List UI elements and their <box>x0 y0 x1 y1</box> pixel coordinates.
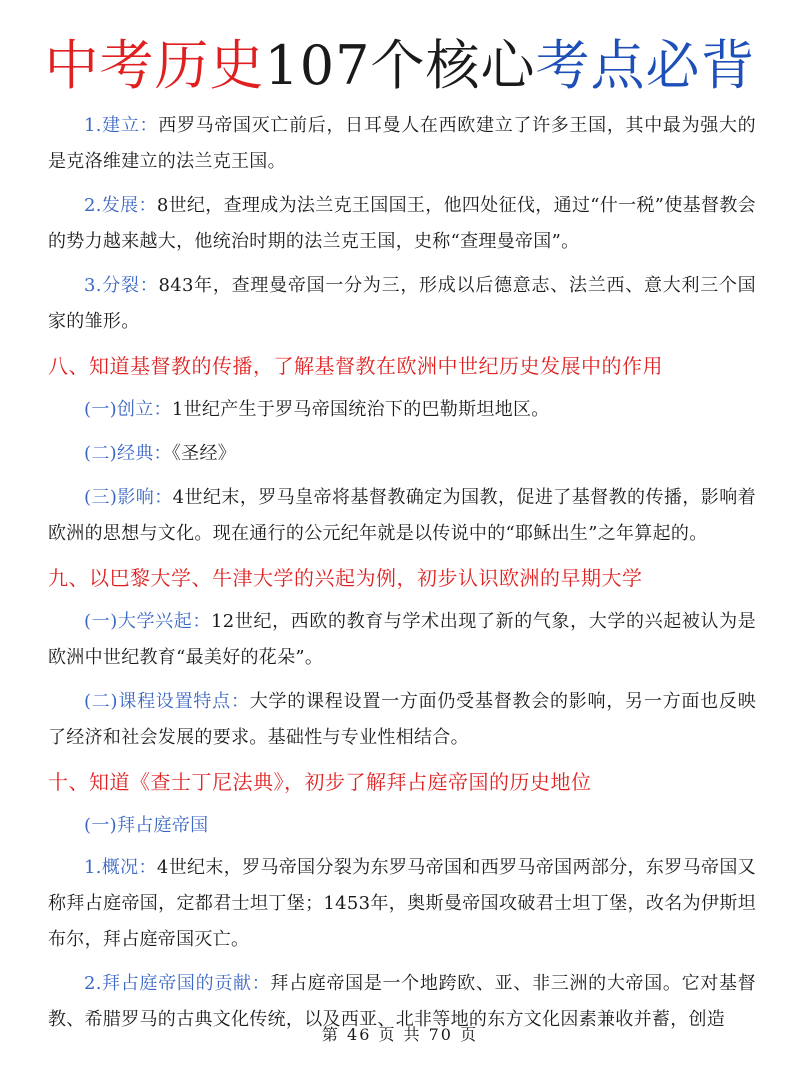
page-footer: 第 46 页 共 70 页 <box>321 1025 479 1044</box>
document-body <box>48 108 756 1046</box>
paragraph <box>48 604 756 676</box>
paragraph-label: 1.概况： <box>84 857 157 878</box>
paragraph <box>48 480 756 552</box>
paragraph-text: 《圣经》 <box>171 443 237 464</box>
paragraph-text: 1世纪产生于罗马帝国统治下的巴勒斯坦地区。 <box>171 399 550 420</box>
title-part-black: 107个核心 <box>264 34 536 97</box>
paragraph-label: 1.建立： <box>84 115 159 136</box>
paragraph-text: 12世纪，西欧的教育与学术出现了新的气象，大学的兴起被认为是欧洲中世纪教育“最美好的花朵”。 <box>48 611 756 668</box>
paragraph <box>48 188 756 260</box>
paragraph <box>48 808 756 844</box>
paragraph <box>48 850 756 958</box>
page-title <box>0 30 800 102</box>
paragraph-label: (一)创立： <box>84 399 172 420</box>
title-part-red: 中考历史 <box>44 34 265 97</box>
paragraph-label: (三)影响： <box>84 487 173 508</box>
paragraph-label: 2.发展： <box>84 195 157 216</box>
paragraph <box>48 684 756 756</box>
paragraph <box>48 268 756 340</box>
paragraph-label: 3.分裂： <box>84 275 159 296</box>
paragraph <box>48 392 756 428</box>
paragraph-label: (二)经典： <box>84 443 172 464</box>
section-heading: 八、知道基督教的传播，了解基督教在欧洲中世纪历史发展中的作用 <box>48 354 663 378</box>
paragraph-text: 拜占庭帝国是一个地跨欧、亚、非三洲的大帝国。它对基督教、希腊罗马的古典文化传统，以及西亚、北非等地的东方文化因素兼收并蓄，创造 <box>48 973 756 1030</box>
paragraph <box>48 108 756 180</box>
paragraph-text: 西罗马帝国灭亡前后，日耳曼人在西欧建立了许多王国，其中最为强大的是克洛维建立的法兰克王国。 <box>48 115 756 172</box>
paragraph-text: 843年，查理曼帝国一分为三，形成以后德意志、法兰西、意大利三个国家的雏形。 <box>48 275 756 332</box>
paragraph-text: 大学的课程设置一方面仍受基督教会的影响，另一方面也反映了经济和社会发展的要求。基础性与专业性相结合。 <box>48 691 756 748</box>
paragraph-label: 2.拜占庭帝国的贡献： <box>84 973 271 994</box>
paragraph-text: 8世纪，查理成为法兰克王国国王，他四处征伐，通过“什一税”使基督教会的势力越来越大，他统治时期的法兰克王国，史称“查理曼帝国”。 <box>48 195 756 252</box>
paragraph-text: 4世纪末，罗马帝国分裂为东罗马帝国和西罗马帝国两部分，东罗马帝国又称拜占庭帝国，定都君士坦丁堡；1453年，奥斯曼帝国攻破君士坦丁堡，改名为伊斯坦布尔，拜占庭帝国灭亡。 <box>48 857 756 950</box>
paragraph-label: (一)大学兴起： <box>84 611 212 632</box>
paragraph-label: (二)课程设置特点： <box>84 691 250 712</box>
paragraph-text: 4世纪末，罗马皇帝将基督教确定为国教，促进了基督教的传播，影响着欧洲的思想与文化。现在通行的公元纪年就是以传说中的“耶稣出生”之年算起的。 <box>48 487 756 544</box>
section-heading: 九、以巴黎大学、牛津大学的兴起为例，初步认识欧洲的早期大学 <box>48 566 643 590</box>
section-heading: 十、知道《查士丁尼法典》，初步了解拜占庭帝国的历史地位 <box>48 770 592 794</box>
paragraph <box>48 436 756 472</box>
title-part-blue: 考点必背 <box>535 34 756 97</box>
paragraph-label: (一)拜占庭帝国 <box>84 815 209 836</box>
